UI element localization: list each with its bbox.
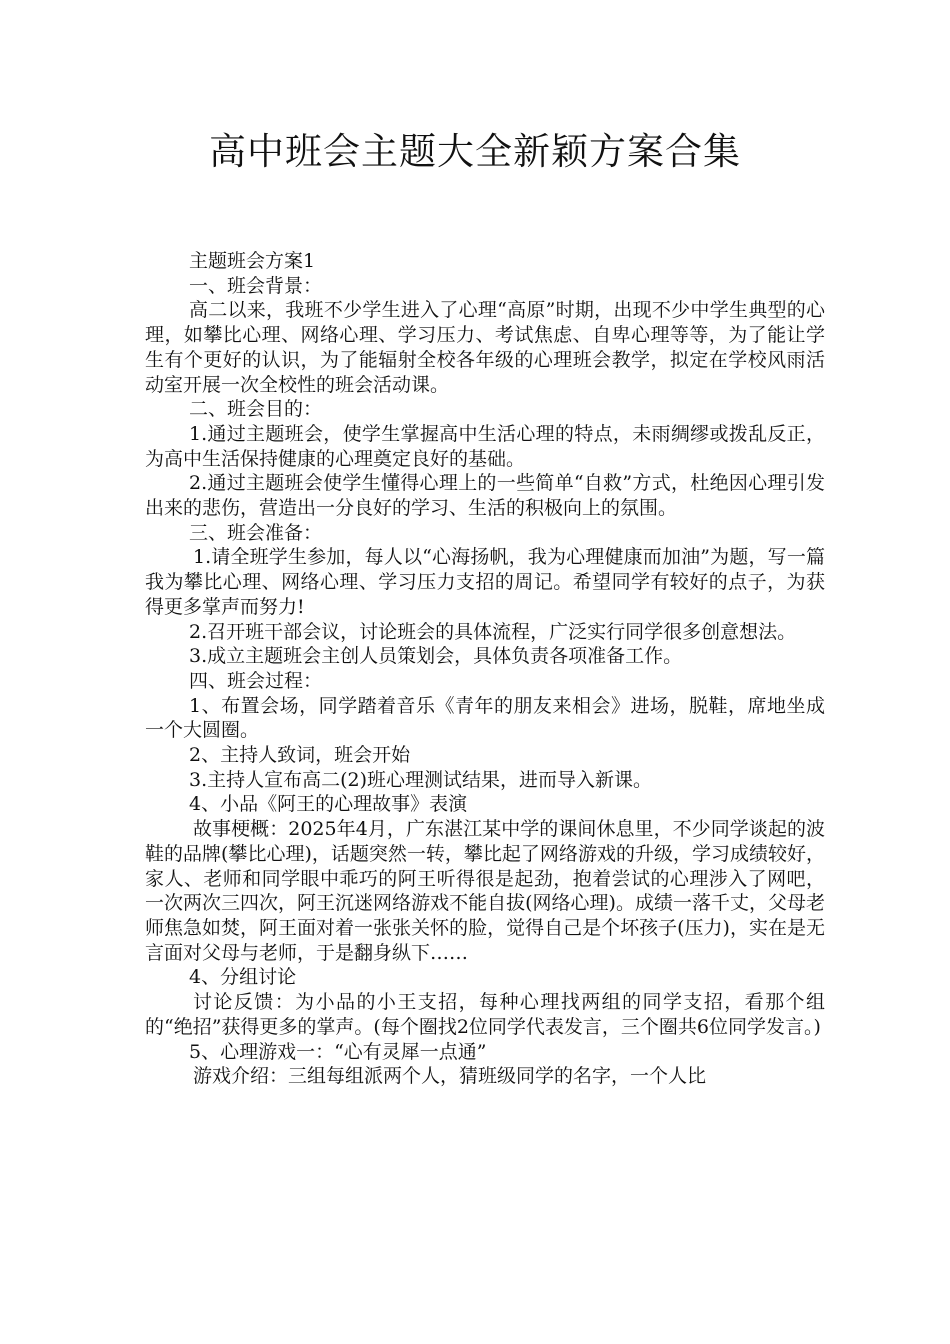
paragraph: 2.召开班干部会议，讨论班会的具体流程，广泛实行同学很多创意想法。: [189, 620, 797, 643]
paragraph: 三、班会准备：: [189, 521, 323, 544]
paragraph: 4、分组讨论: [189, 966, 297, 989]
paragraph: 讨论反馈：为小品的小王支招，每种心理找两组的同学支招，看那个组的“绝招”获得更多的掌声。(每个圈找2位同学代表发言，三个圈共6位同学发言。): [145, 991, 825, 1038]
paragraph: 1.请全班学生参加，每人以“心海扬帆，我为心理健康而加油”为题，写一篇我为攀比心理、网络心理、学习压力支招的周记。希望同学有较好的点子，为获得更多掌声而努力!: [145, 546, 825, 618]
paragraph: 主题班会方案1: [189, 250, 316, 272]
paragraph: 3.成立主题班会主创人员策划会，具体负责各项准备工作。: [189, 645, 683, 668]
paragraph: 游戏介绍：三组每组派两个人，猜班级同学的名字，一个人比: [193, 1065, 707, 1088]
paragraph: 1.通过主题班会，使学生掌握高中生活心理的特点，未雨绸缪或拨乱反正，为高中生活保持健康的心理奠定良好的基础。: [145, 422, 825, 470]
document-body: [145, 249, 825, 1089]
paragraph: 2、主持人致词，班会开始: [189, 744, 411, 767]
paragraph: 二、班会目的：: [189, 398, 323, 421]
paragraph: 5、心理游戏一：“心有灵犀一点通”: [189, 1040, 487, 1063]
document-title: 高中班会主题大全新颖方案合集: [209, 130, 741, 173]
paragraph: 一、班会背景：: [189, 274, 323, 297]
paragraph: 故事梗概：2025年4月，广东湛江某中学的课间休息里，不少同学谈起的波鞋的品牌(攀比心理)，话题突然一转，攀比起了网络游戏的升级，学习成绩较好，家人、老师和同学眼中乖巧的阿王听得很是起劲，抱着尝试的心理涉入了网吧，一次两次三四次，阿王沉迷网络游戏不能自拔(网络心理)。成绩一落千丈，父母老师焦急如焚，阿王面对着一张张关怀的脸，觉得自己是个坏孩子(压力)，实在是无言面对父母与老师，于是翻身纵下……: [145, 818, 825, 964]
paragraph: 3.主持人宣布高二(2)班心理测试结果，进而导入新课。: [189, 768, 653, 791]
paragraph: 4、小品《阿王的心理故事》表演: [189, 793, 468, 816]
paragraph: 四、班会过程：: [189, 669, 323, 692]
paragraph: 高二以来，我班不少学生进入了心理“高原”时期，出现不少中学生典型的心理，如攀比心理、网络心理、学习压力、考试焦虑、自卑心理等等，为了能让学生有个更好的认识，为了能辐射全校各年级的心理班会教学，拟定在学校风雨活动室开展一次全校性的班会活动课。: [145, 299, 825, 396]
paragraph: 2.通过主题班会使学生懂得心理上的一些简单“自救”方式，杜绝因心理引发出来的悲伤，营造出一分良好的学习、生活的积极向上的氛围。: [145, 472, 825, 520]
paragraph: 1、布置会场，同学踏着音乐《青年的朋友来相会》进场，脱鞋，席地坐成一个大圆圈。: [145, 694, 825, 742]
